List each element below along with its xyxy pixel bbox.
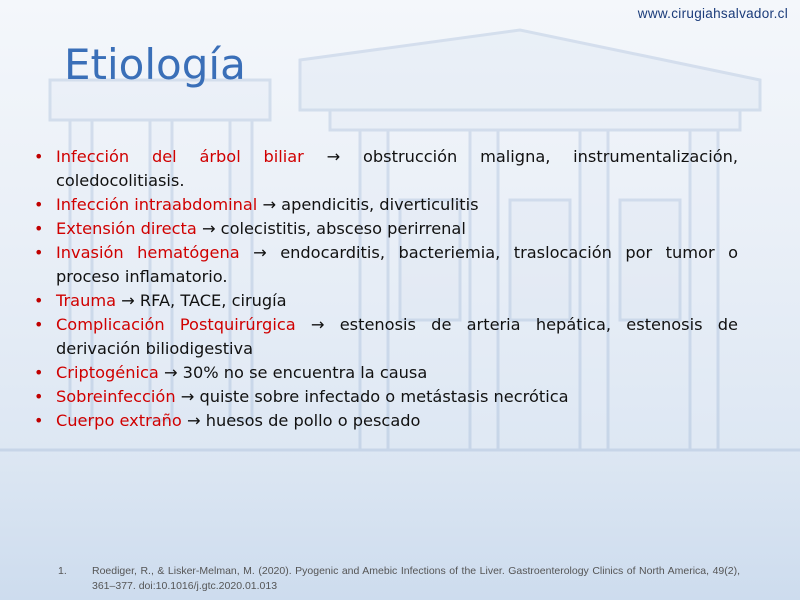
bullet-icon: •: [34, 363, 44, 382]
list-item-term: Infección intraabdominal: [56, 195, 258, 214]
bullet-icon: •: [34, 411, 44, 430]
reference-footnote: [60, 564, 740, 594]
bullet-icon: •: [34, 387, 44, 406]
list-item-term: Criptogénica: [56, 363, 159, 382]
list-item-term: Complicación Postquirúrgica: [56, 315, 296, 334]
list-item: [34, 145, 738, 193]
bullet-icon: •: [34, 243, 44, 262]
list-item: [34, 361, 738, 385]
arrow-icon: →: [116, 291, 140, 310]
list-item-detail: estenosis de arteria hepática, estenosis de derivación biliodigestiva: [56, 315, 738, 358]
list-item-term: Invasión hematógena: [56, 243, 240, 262]
list-item-detail: endocarditis, bacteriemia, traslocación por tumor o proceso inflamatorio.: [56, 243, 738, 286]
bullet-icon: •: [34, 195, 44, 214]
list-item-term: Trauma: [56, 291, 117, 310]
list-item-detail: quiste sobre infectado o metástasis necrótica: [199, 387, 569, 406]
reference-number: 1.: [58, 565, 67, 577]
list-item-detail: colecistitis, absceso perirrenal: [220, 219, 466, 238]
bullet-icon: •: [34, 219, 44, 238]
list-item: [34, 385, 738, 409]
arrow-icon: →: [257, 195, 282, 214]
bullet-icon: •: [34, 291, 44, 310]
arrow-icon: →: [175, 387, 200, 406]
slide-title: Etiología: [64, 40, 246, 89]
list-item: [34, 409, 738, 433]
bullet-icon: •: [34, 147, 44, 166]
etiology-list: [34, 145, 738, 433]
arrow-icon: →: [158, 363, 183, 382]
arrow-icon: →: [303, 147, 363, 166]
list-item-detail: RFA, TACE, cirugía: [139, 291, 287, 310]
list-item-term: Extensión directa: [56, 219, 197, 238]
site-url: www.cirugiahsalvador.cl: [637, 6, 788, 21]
list-item-term: Sobreinfección: [56, 387, 176, 406]
list-item-detail: huesos de pollo o pescado: [205, 411, 421, 430]
arrow-icon: →: [295, 315, 340, 334]
list-item: [34, 193, 738, 217]
arrow-icon: →: [181, 411, 206, 430]
bullet-icon: •: [34, 315, 44, 334]
list-item: [34, 241, 738, 289]
list-item-detail: obstrucción maligna, instrumentalización, coledocolitiasis.: [56, 147, 738, 190]
list-item-term: Infección del árbol biliar: [56, 147, 304, 166]
arrow-icon: →: [239, 243, 281, 262]
reference-text: Roediger, R., & Lisker-Melman, M. (2020). Pyogenic and Amebic Infections of the Liver. Gastroenterology Clinics of North America, 49(2), 361–377. doi:10.1016/j.gtc.2020.01.013: [92, 565, 740, 592]
list-item: [34, 313, 738, 361]
list-item: [34, 217, 738, 241]
list-item-detail: apendicitis, diverticulitis: [281, 195, 479, 214]
list-item-detail: 30% no se encuentra la causa: [182, 363, 428, 382]
arrow-icon: →: [196, 219, 221, 238]
list-item: [34, 289, 738, 313]
list-item-term: Cuerpo extraño: [56, 411, 182, 430]
